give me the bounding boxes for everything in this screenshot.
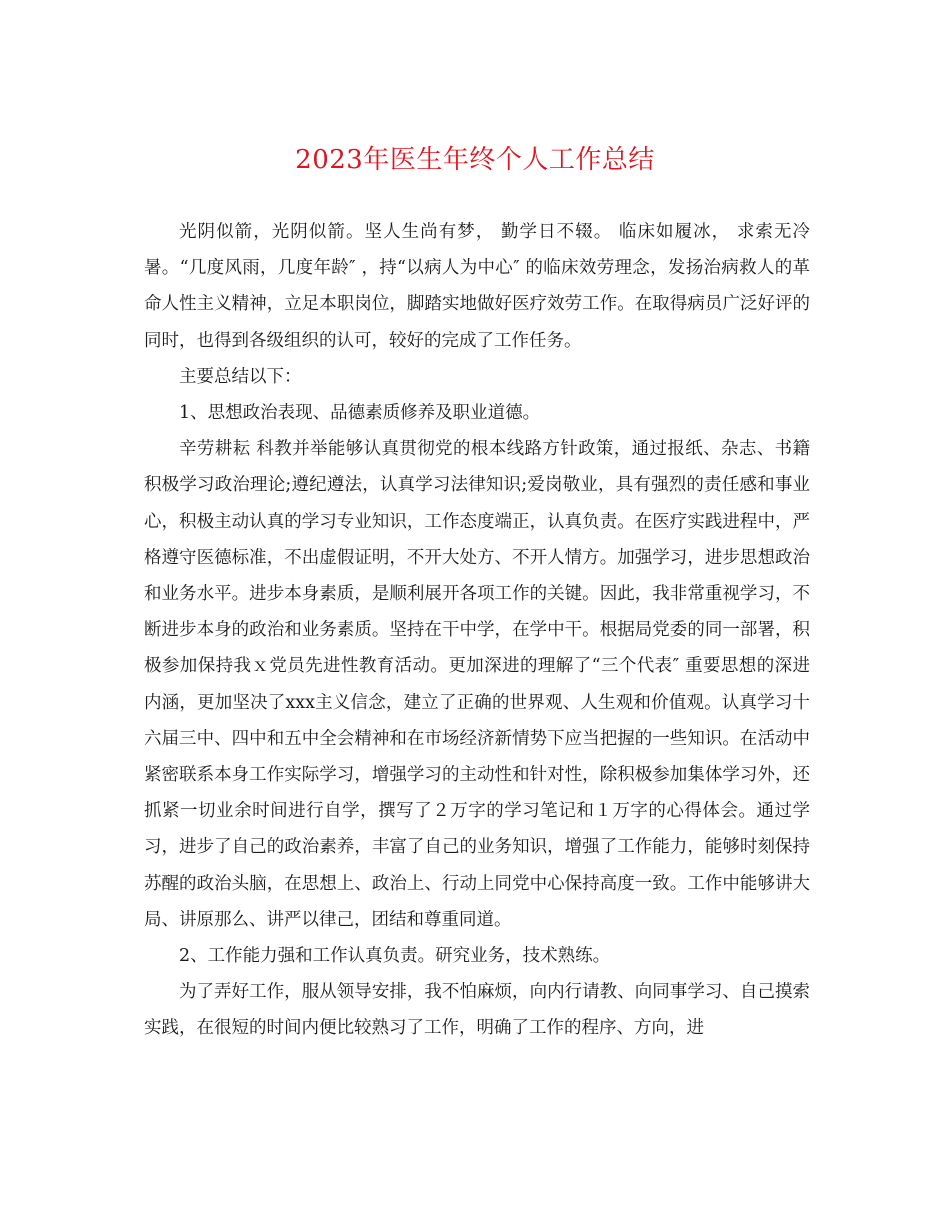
paragraph-summary-lead: 主要总结以下： — [179, 366, 302, 387]
section-heading-1: 1、思想政治表现、品德素质修养及职业道德。 — [179, 403, 541, 424]
paragraph-section-1: 辛劳耕耘 科教并举能够认真贯彻党的根本线路方针政策，通过报纸、杂志、书籍积极学习政治理论;遵纪遵法，认真学习法律知识;爱岗敬业，具有强烈的责任感和事业心，积极主动认真的学习专业知识，工作态度端正，认真负责。在医疗实践进程中，严格遵守医德标准，不出虚假证明，不开大处方、不开人情方。加强学习，进步思想政治和业务水平。进步本身素质，是顺利展开各项工作的关键。因此，我非常重视学习，不断进步本身的政治和业务素质。坚持在干中学，在学中干。根据局党委的同一部署，积极参加保持我ｘ党员先进性教育活动。更加深进的理解了“三个代表″ 重要思想的深进内涵，更加坚决了xxx主义信念，建立了正确的世界观、人生观和价值观。认真学习十六届三中、四中和五中全会精神和在市场经济新情势下应当把握的一些知识。在活动中紧密联系本身工作实际学习，增强学习的主动性和针对性，除积极参加集体学习外，还抓紧一切业余时间进行自学，撰写了２万字的学习笔记和１万字的心得体会。通过学习，进步了自己的政治素养，丰富了自己的业务知识，增强了工作能力，能够时刻保持苏醒的政治头脑，在思想上、政治上、行动上同党中心保持高度一致。工作中能够讲大局、讲原那么、讲严以律己，团结和尊重同道。 — [144, 439, 810, 930]
paragraph-intro: 光阴似箭，光阴似箭。坚人生尚有梦， 勤学日不辍。 临床如履冰， 求索无冷暑。“几度风雨，几度年龄″ ，持“以病人为中心″ 的临床效劳理念，发扬治病救人的革命人性主义精神，立足本职岗位，脚踏实地做好医疗效劳工作。在取得病员广泛好评的同时，也得到各级组织的认可，较好的完成了工作任务。 — [144, 222, 810, 351]
section-heading-2: 2、工作能力强和工作认真负责。研究业务，技术熟练。 — [179, 946, 611, 967]
paragraph-section-2: 为了弄好工作，服从领导安排，我不怕麻烦，向内行请教、向同事学习、自己摸索实践，在很短的时间内便比较熟习了工作，明确了工作的程序、方向，进 — [144, 982, 810, 1039]
document-title: 2023年医生年终个人工作总结 — [295, 145, 655, 175]
document-body — [144, 214, 810, 1047]
